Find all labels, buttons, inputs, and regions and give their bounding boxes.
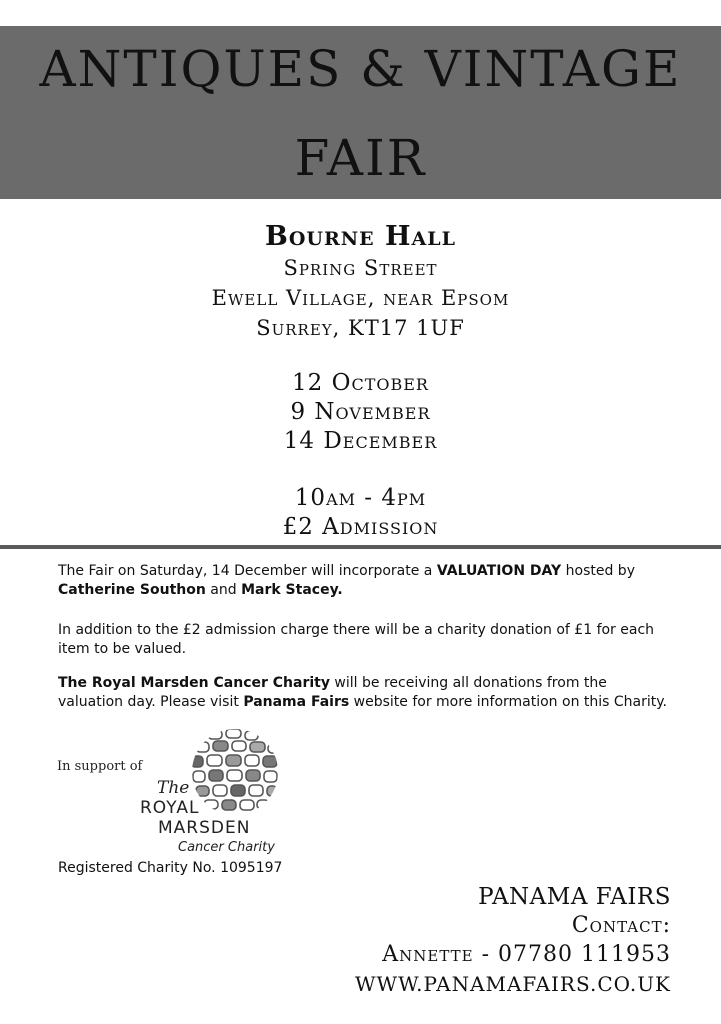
venue-county-postcode: Surrey, KT17 1UF <box>256 316 465 340</box>
logo-text-royal: ROYAL <box>140 798 200 818</box>
date-december: 14 December <box>283 428 438 454</box>
in-support-of-label: In support of <box>57 759 143 774</box>
valuation-text-e: and <box>205 582 242 598</box>
venue-name: Bourne Hall <box>265 221 456 252</box>
registered-charity-number: Registered Charity No. 1095197 <box>58 860 283 876</box>
donation-paragraph: In addition to the £2 admission charge there will be a charity donation of £1 for each item to be valued. <box>58 622 655 657</box>
banner-title-line2: FAIR <box>294 129 427 187</box>
venue-street: Spring Street <box>283 256 438 280</box>
company-name: PANAMA FAIRS <box>478 884 671 910</box>
panama-fairs-highlight: Panama Fairs <box>243 694 350 710</box>
host-catherine-southon: Catherine Southon <box>58 582 206 598</box>
date-october: 12 October <box>292 370 429 396</box>
date-november: 9 November <box>290 399 431 425</box>
contact-label: Contact: <box>571 913 671 938</box>
valuation-text-c: hosted by <box>561 563 635 579</box>
website-link[interactable]: WWW.PANAMAFAIRS.CO.UK <box>354 972 671 996</box>
venue-locality: Ewell Village, near Epsom <box>211 286 510 310</box>
royal-marsden-logo-icon <box>190 727 280 817</box>
logo-text-cancer-charity: Cancer Charity <box>178 840 275 855</box>
valuation-text-a: The Fair on Saturday, 14 December will incorporate a <box>58 563 437 579</box>
banner-title-line1: ANTIQUES & VINTAGE <box>39 40 682 98</box>
valuation-day-paragraph <box>58 562 668 600</box>
contact-person-phone: Annette - 07780 111953 <box>382 942 671 967</box>
charity-name-highlight: The Royal Marsden Cancer Charity <box>58 675 330 691</box>
logo-text-marsden: MARSDEN <box>158 818 251 838</box>
charity-text-b: will be receiving all donations from the valuation day. Please visit <box>58 675 607 710</box>
section-divider <box>0 545 721 549</box>
logo-text-the: The <box>157 778 190 798</box>
opening-hours: 10am - 4pm <box>294 485 427 511</box>
valuation-day-highlight: VALUATION DAY <box>436 563 562 579</box>
admission-price: £2 Admission <box>282 514 439 540</box>
host-mark-stacey: Mark Stacey. <box>241 582 343 598</box>
charity-paragraph <box>58 674 668 712</box>
charity-text-d: website for more information on this Charity. <box>349 694 667 710</box>
